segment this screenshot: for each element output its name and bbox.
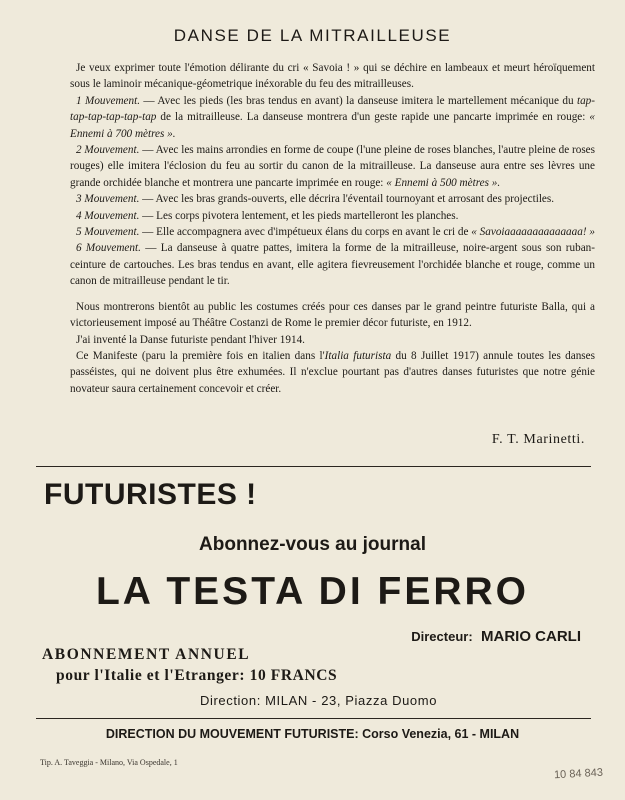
manifesto-paragraph xyxy=(70,348,595,397)
movement-4-label: 4 Mouvement. xyxy=(76,209,140,222)
movement-2-paragraph xyxy=(70,142,595,191)
invention-paragraph: J'ai inventé la Danse futuriste pendant l'hiver 1914. xyxy=(76,333,305,346)
movement-1-text-a: — Avec les pieds (les bras tendus en avant) la danseuse imitera le martellement mécanique du xyxy=(140,94,577,107)
movement-5-paragraph xyxy=(70,224,595,240)
movement-2-text: — Avec les mains arrondies en forme de coupe (l'une pleine de roses blanches, l'autre pleine de roses rouges) elle imitera l'éclosion du feu au sortir du canon de la mitrailleuse. La danseuse aura entre ses lèvres une grande orchidée blanche et montrera une pancarte imprimée en rouge: xyxy=(70,144,596,189)
movement-1-text-b: de la mitrailleuse. La danseuse montrera d'un geste rapide une pancarte imprimée en rouge: xyxy=(156,111,590,124)
annual-subscription: ABONNEMENT ANNUEL xyxy=(42,646,251,663)
top-divider xyxy=(36,466,591,467)
subscription-price: pour l'Italie et l'Etranger: 10 FRANCS xyxy=(56,667,338,684)
page-title: DANSE DE LA MITRAILLEUSE xyxy=(173,26,452,45)
movement-1-label: 1 Mouvement. xyxy=(76,94,140,107)
costumes-paragraph: Nous montrerons bientôt au public les costumes créés pour ces danses par le grand peintre futuriste Balla, qui a victorieusement imposé au Théâtre Costanzi de Rome le premier décor futuriste, en 1912. xyxy=(70,300,595,330)
bottom-divider xyxy=(36,718,591,719)
journal-name: LA TESTA DI FERRO xyxy=(95,570,530,613)
movement-3-text: — Avec les bras grands-ouverts, elle décrira l'éventail tournoyant et arrosant des projectiles. xyxy=(139,193,555,206)
ad-subscribe-line: Abonnez-vous au journal xyxy=(199,534,426,555)
ad-headline: FUTURISTES ! xyxy=(44,478,257,511)
journal-address: Direction: MILAN - 23, Piazza Duomo xyxy=(200,693,438,708)
movement-6-label: 6 Mouvement. xyxy=(76,242,141,255)
movement-1-onomatopoeia: tap-tap-tap-tap-tap-tap xyxy=(70,94,595,124)
movement-3-label: 3 Mouvement. xyxy=(76,193,140,206)
movement-5-cry: « Savoiaaaaaaaaaaaaaa! » xyxy=(471,226,595,239)
italia-futurista-title: Italia futurista xyxy=(324,349,392,362)
movement-4-paragraph xyxy=(70,208,595,224)
director-name: MARIO CARLI xyxy=(481,628,581,645)
movement-direction: DIRECTION DU MOUVEMENT FUTURISTE: Corso Venezia, 61 - MILAN xyxy=(105,727,520,741)
movement-5-text: — Elle accompagnera avec d'impétueux élans du corps en avant le cri de xyxy=(139,226,472,239)
ad-director xyxy=(411,628,581,645)
movement-5-label: 5 Mouvement. xyxy=(76,226,140,239)
movement-2-sign: « Ennemi à 500 mètres ». xyxy=(386,176,501,189)
archive-number: 10 84 843 xyxy=(553,766,604,782)
movement-1-paragraph xyxy=(70,93,595,142)
intro-paragraph: Je veux exprimer toute l'émotion délirante du cri « Savoia ! » qui se déchire en lambeaux et meurt héroïquement sous le laminoir mécanique-géometrique inéxorable du feu des mitrailleuses. xyxy=(70,62,595,91)
manifesto-text-a: Ce Manifeste (paru la première fois en italien dans l' xyxy=(76,349,325,362)
manifesto-text xyxy=(70,60,595,397)
manifesto-text-b: du 8 Juillet 1917) annule toutes les danses passéistes, qui ne doivent plus être exhumées. Il n'exclue pourtant pas d'autres danses futuristes que notre génie novateur saura certainement concevoir et créer. xyxy=(70,349,595,395)
movement-6-paragraph xyxy=(70,240,595,289)
printer-credit: Tip. A. Taveggia - Milano, Via Ospedale, 1 xyxy=(40,758,178,767)
movement-2-label: 2 Mouvement. xyxy=(76,144,140,157)
movement-3-paragraph xyxy=(70,191,595,207)
director-label: Directeur: xyxy=(411,629,473,644)
author-signature: F. T. Marinetti. xyxy=(491,432,585,447)
movement-1-sign: « Ennemi à 700 mètres ». xyxy=(70,111,595,140)
movement-6-text: — La danseuse à quatre pattes, imitera la forme de la mitrailleuse, noire-argent sous son ruban-ceinture de cartouches. Les bras tendus en avant, elle agitera fievreusement l'orchidée blanche et rouge, comme un canon de mitrailleuse pendant le tir. xyxy=(70,242,595,288)
movement-4-text: — Les corps pivotera lentement, et les pieds martelleront les planches. xyxy=(139,209,459,222)
